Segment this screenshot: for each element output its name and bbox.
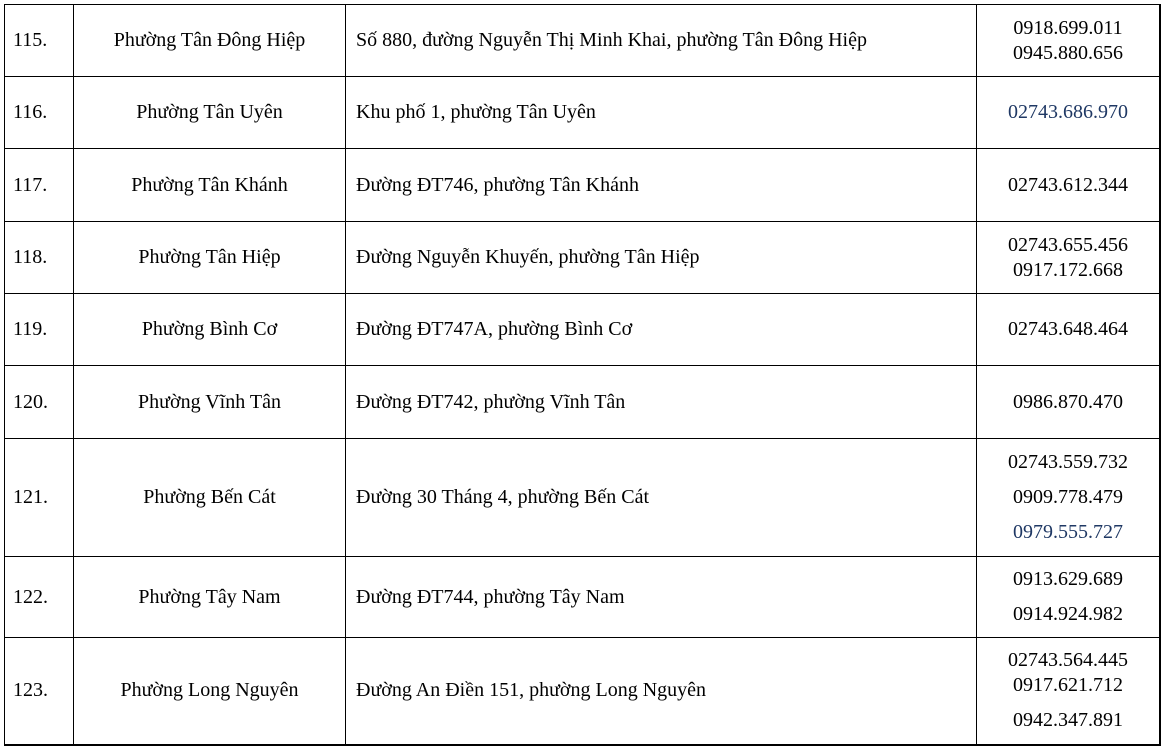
phone-number: 0945.880.656 [1013,41,1123,64]
phone-number: 02743.655.456 [1008,233,1128,256]
phone-list [977,100,1159,125]
ward-address: Đường ĐT746, phường Tân Khánh [346,149,977,222]
phone-list [977,173,1159,198]
table-body [5,5,1161,745]
phone-cell [977,366,1161,439]
ward-address: Đường An Điền 151, phường Long Nguyên [346,638,977,745]
ward-name: Phường Tây Nam [74,557,346,638]
phone-number: 0942.347.891 [1013,709,1123,732]
ward-address: Đường ĐT747A, phường Bình Cơ [346,294,977,366]
ward-name: Phường Bến Cát [74,439,346,557]
row-number: 117. [5,149,74,222]
ward-name: Phường Tân Uyên [74,77,346,149]
ward-name: Phường Long Nguyên [74,638,346,745]
phone-cell [977,439,1161,557]
table-row [5,5,1161,77]
ward-name: Phường Vĩnh Tân [74,366,346,439]
row-number: 122. [5,557,74,638]
phone-number: 0979.555.727 [1013,521,1123,543]
phone-list [977,450,1159,545]
phone-number: 02743.686.970 [1008,101,1128,123]
ward-address: Khu phố 1, phường Tân Uyên [346,77,977,149]
phone-list [977,567,1159,627]
phone-number: 0913.629.689 [1013,568,1123,590]
phone-cell [977,5,1161,77]
phone-number: 02743.612.344 [1008,173,1128,196]
phone-list [977,16,1159,66]
ward-name: Phường Tân Khánh [74,149,346,222]
table-row [5,294,1161,366]
ward-name: Phường Tân Đông Hiệp [74,5,346,77]
phone-cell [977,638,1161,745]
ward-contact-table [4,4,1161,746]
phone-cell [977,557,1161,638]
ward-name: Phường Bình Cơ [74,294,346,366]
phone-cell [977,222,1161,294]
ward-address: Số 880, đường Nguyễn Thị Minh Khai, phường Tân Đông Hiệp [346,5,977,77]
phone-number: 02743.559.732 [1008,451,1128,473]
phone-list [977,317,1159,342]
phone-list [977,390,1159,415]
phone-number: 02743.648.464 [1008,318,1128,340]
row-number: 116. [5,77,74,149]
row-number: 118. [5,222,74,294]
phone-list [977,233,1159,283]
table-row [5,557,1161,638]
phone-list [977,648,1159,733]
table-row [5,439,1161,557]
phone-number: 0909.778.479 [1013,486,1123,508]
table-row [5,149,1161,222]
phone-cell [977,77,1161,149]
phone-cell [977,294,1161,366]
row-number: 119. [5,294,74,366]
phone-number: 0917.621.712 [1013,674,1123,697]
phone-number: 0986.870.470 [1013,390,1123,413]
table-row [5,638,1161,745]
ward-address: Đường ĐT744, phường Tây Nam [346,557,977,638]
ward-address: Đường Nguyễn Khuyến, phường Tân Hiệp [346,222,977,294]
table-row [5,77,1161,149]
phone-number: 0917.172.668 [1013,258,1123,281]
phone-number: 0918.699.011 [1013,16,1123,39]
phone-number: 0914.924.982 [1013,603,1123,625]
ward-address: Đường ĐT742, phường Vĩnh Tân [346,366,977,439]
phone-cell [977,149,1161,222]
table-row [5,366,1161,439]
row-number: 115. [5,5,74,77]
ward-address: Đường 30 Tháng 4, phường Bến Cát [346,439,977,557]
row-number: 120. [5,366,74,439]
row-number: 121. [5,439,74,557]
row-number: 123. [5,638,74,745]
ward-name: Phường Tân Hiệp [74,222,346,294]
phone-number: 02743.564.445 [1008,649,1128,672]
table-row [5,222,1161,294]
